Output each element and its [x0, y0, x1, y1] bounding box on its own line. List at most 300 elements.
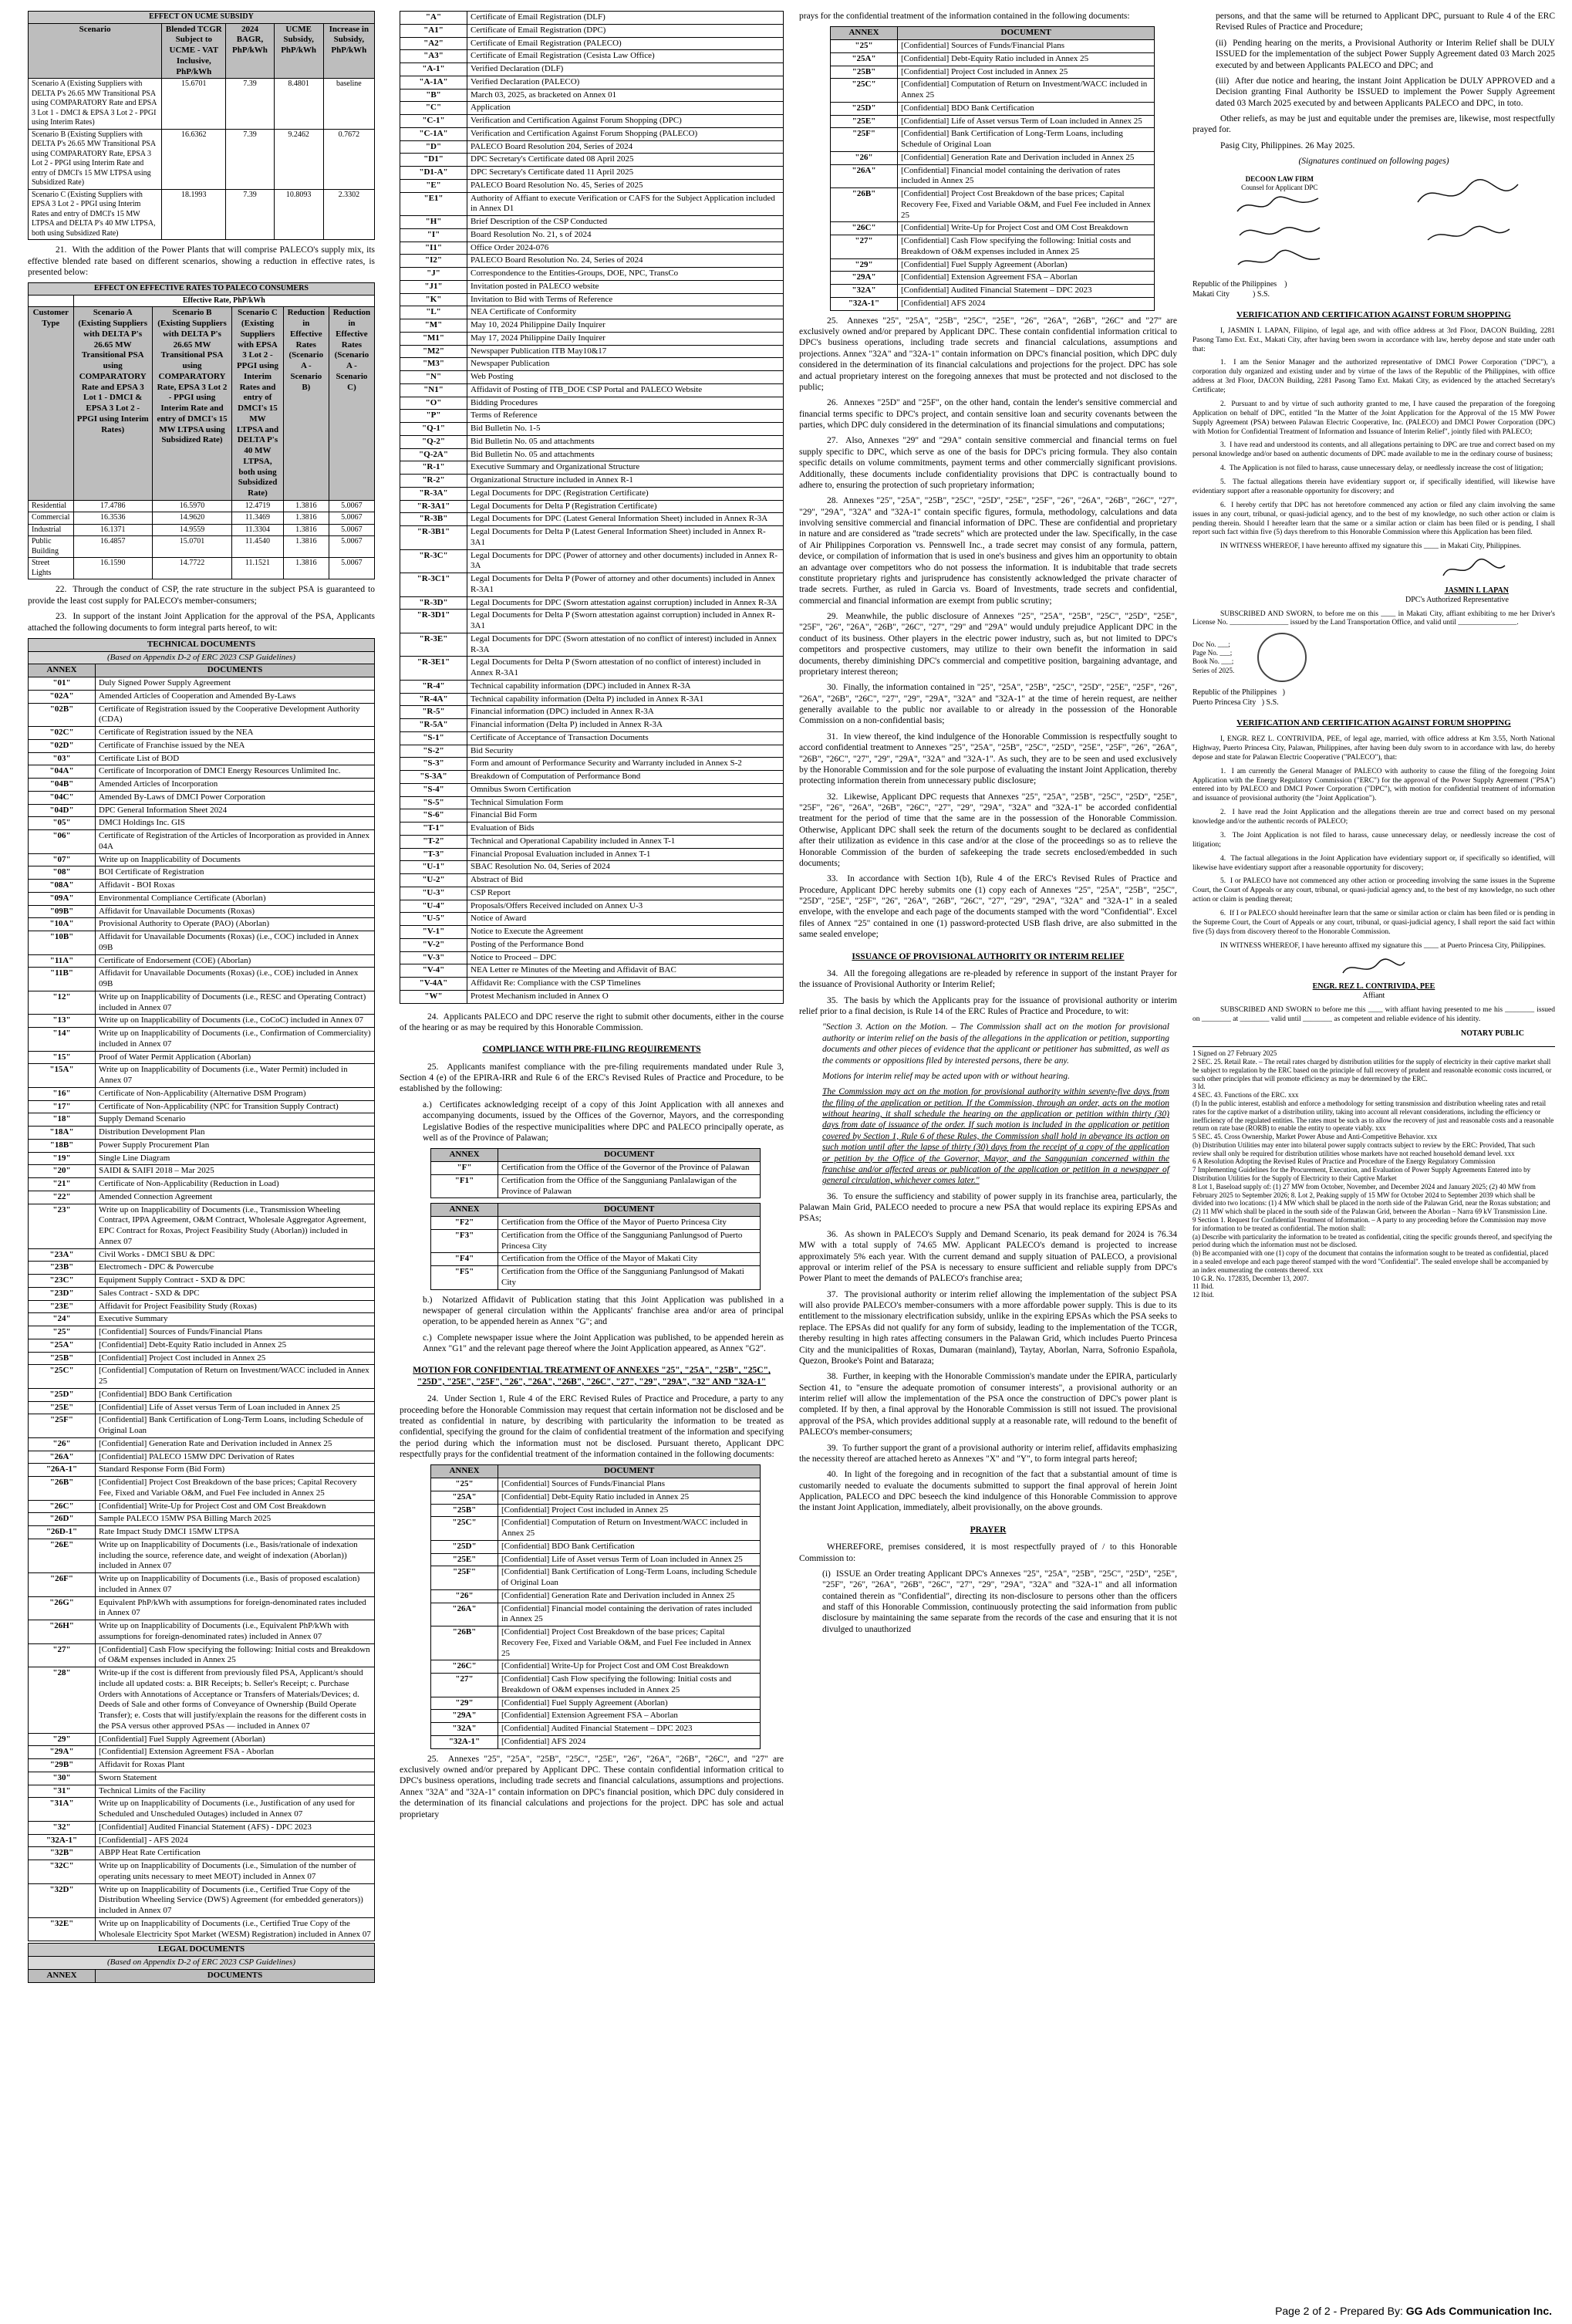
- table-row: [400, 216, 784, 229]
- annex-cell: "R-3C1": [400, 573, 467, 597]
- signatory-1-title: DPC's Authorized Representative: [1405, 596, 1509, 604]
- annex-cell: "P": [400, 410, 467, 423]
- document-cell: Write up on Inapplicability of Documents: [96, 853, 375, 866]
- table-cell: 10.8093: [274, 189, 323, 240]
- table-cell: 1.3816: [283, 500, 329, 512]
- table-row: [400, 978, 784, 991]
- annex-cell: "18B": [29, 1139, 96, 1152]
- annex-cell: "R-3A1": [400, 500, 467, 513]
- table-row: [831, 285, 1155, 298]
- annex-cell: "27": [831, 235, 898, 259]
- table-cell: 12.4719: [232, 500, 284, 512]
- table-row: [831, 297, 1155, 310]
- verification-item: 5. The factual allegations therein have evidentiary support or, if specifically identified, will likewise have evidentiary support after a reasonable opportunity for discovery; and: [1192, 478, 1555, 495]
- table-cell: Scenario A (Existing Suppliers with DELTA P's 26.65 MW Transitional PSA using COMPARATORY Rate and EPSA 3 Lot 1 - DMCI & EPSA 3 Lot 2 - PPGI using Interim Rates): [29, 79, 162, 130]
- table-row: [29, 1500, 375, 1513]
- annex-cell: "26B": [831, 188, 898, 222]
- verification-items-2: [1192, 768, 1555, 937]
- table-row: [400, 280, 784, 293]
- table-row: [400, 37, 784, 50]
- document-cell: [Confidential] BDO Bank Certification: [96, 1388, 375, 1401]
- annex-cell: "32A": [831, 285, 898, 298]
- document-cell: Affidavit for Project Feasibility Study (Roxas): [96, 1300, 375, 1313]
- venue-city-2: Puerto Princesa City ) S.S.: [1192, 698, 1279, 707]
- document-cell: Affidavit for Roxas Plant: [96, 1759, 375, 1772]
- table-row: [400, 448, 784, 461]
- document-cell: [Confidential] Debt-Equity Ratio included in Annex 25: [498, 1491, 761, 1504]
- annex-cell: "A": [400, 12, 467, 25]
- doc-number-block: Doc No. ___; Page No. ___; Book No. ___; Series of 2025.: [1192, 640, 1235, 674]
- document-cell: May 17, 2024 Philippine Daily Inquirer: [467, 332, 784, 345]
- annex-cell: "R-3D1": [400, 610, 467, 633]
- table-row: [400, 293, 784, 306]
- affiant-signature-2: [1192, 956, 1555, 1002]
- annex-cell: "R-3A": [400, 487, 467, 500]
- table-row: [831, 52, 1155, 66]
- table-row: [400, 102, 784, 115]
- table-row: [29, 1785, 375, 1798]
- table-cell: 5.0067: [329, 558, 374, 579]
- document-cell: Legal Documents for Delta P (Power of attorney and other documents) included in Annex R-3A1: [467, 573, 784, 597]
- annex-cell: "R-3E": [400, 633, 467, 657]
- table-row: [29, 991, 375, 1015]
- document-cell: [Confidential] Audited Financial Statement – DPC 2023: [898, 285, 1155, 298]
- table-row: [29, 866, 375, 880]
- annex-cell: "C-1": [400, 115, 467, 128]
- document-cell: [Confidential] Bank Certification of Long-Term Loans, including Schedule of Original Loan: [898, 128, 1155, 152]
- document-cell: [Confidential] Generation Rate and Derivation included in Annex 25: [96, 1437, 375, 1451]
- footnote: 4 SEC. 43. Functions of the ERC. xxx: [1192, 1091, 1299, 1100]
- document-cell: [Confidential] Bank Certification of Long-Term Loans, including Schedule of Original Loan: [498, 1566, 761, 1590]
- document-cell: [Confidential] PALECO 15MW DPC Derivation of Rates: [96, 1451, 375, 1464]
- annex-cell: "18": [29, 1113, 96, 1127]
- document-cell: Newspaper Publication: [467, 358, 784, 371]
- document-cell: Certificate of Registration issued by the NEA: [96, 727, 375, 740]
- annex-cell: "29B": [29, 1759, 96, 1772]
- annex-cell: "V-2": [400, 938, 467, 951]
- c3-col-annex: ANNEX: [831, 27, 898, 40]
- verification-item: 2. I have read the Joint Application and the allegations therein are true and correct based on my personal knowledge and/or the authentic records of PALECO;: [1192, 809, 1555, 826]
- annex-cell: "V-4": [400, 964, 467, 978]
- document-cell: ABPP Heat Rate Certification: [96, 1847, 375, 1860]
- annex-cell: "25E": [431, 1553, 498, 1566]
- table-row: [29, 779, 375, 792]
- table-row: [400, 835, 784, 848]
- annex-cell: "29A": [831, 272, 898, 285]
- annex-cell: "25A": [431, 1491, 498, 1504]
- table-row: [431, 1566, 761, 1590]
- annex-cell: "04A": [29, 765, 96, 779]
- annex-cell: "25": [831, 40, 898, 53]
- annex-cell: "09B": [29, 905, 96, 918]
- table-row: [831, 188, 1155, 222]
- verification-item: 4. The Application is not filed to harass, cause unnecessary delay, or needlessly increase the cost of litigation;: [1220, 464, 1543, 473]
- table-cell: 1.3816: [283, 512, 329, 525]
- footer-label: Page 2 of 2 - Prepared By:: [1275, 2304, 1403, 2317]
- table-cell: 11.1521: [232, 558, 284, 579]
- document-cell: Write up on Inapplicability of Documents (i.e., Equivalent PhP/kWh with assumptions for foreign-denominated rates) included in Annex 07: [96, 1620, 375, 1644]
- prayer-title: PRAYER: [970, 1525, 1007, 1535]
- table-row: [431, 1253, 761, 1266]
- paragraph-21: 21. With the addition of the Power Plants that will comprise PALECO's supply mix, its effective blended rate based on different scenarios, showing a reduction in effective rates, is presented below:: [28, 245, 375, 277]
- annex-cell: "26B": [431, 1626, 498, 1660]
- table-row: [400, 783, 784, 796]
- conf-col-doc: DOCUMENT: [498, 1465, 761, 1478]
- paragraph-c3-37: 36. As shown in PALECO's Supply and Demand Scenario, its peak demand for 2024 is 76.34 MW with a total supply of 74.65 MW. Applicant PALECO's demand is projected to increase approximately 5% each year. With the current demand and supply situation of PALECO, a provisional approval or interim relief of the PSA is necessary to ensure sufficient and reliable supply from DPC's Power Plant to meet the demands of PALECO's franchise area;: [799, 1229, 1177, 1284]
- table-row: [400, 255, 784, 268]
- signatory-2-name: ENGR. REZ L. CONTRIVIDA, PEE: [1312, 981, 1435, 991]
- confidential-annex-table: [430, 1464, 761, 1748]
- document-cell: Write-up if the cost is different from previously filed PSA, Applicant/s should include all updated costs: a. BIR Receipts; b. Seller's Receipt; c. Purchase Orders with Annotations of Acceptance or Transfers of Materials/Devices; d. Deeds of Sale and other forms of Conveyance of Ownership (Build Operate Transfer); e. Costs that will justify/explain the reasons for the different costs in the PSA versus other approved PSAs — included in Annex 07: [96, 1667, 375, 1734]
- document-cell: Invitation posted in PALECO website: [467, 280, 784, 293]
- table-row: [29, 536, 375, 558]
- table-row: [29, 1733, 375, 1746]
- column-4: [1192, 11, 1555, 1299]
- annex-cell: "A2": [400, 37, 467, 50]
- paragraph-25: 25. Applicants manifest compliance with the pre-filing requirements mandated under Rule 3, Section 4 (e) of the EPIRA-IRR and Rule 6 of the ERC's Revised Rules of Practice and Procedure, to be established by the following:: [400, 1062, 784, 1094]
- tech-table-subtitle: (Based on Appendix D-2 of ERC 2023 CSP Guidelines): [29, 651, 375, 664]
- document-cell: DMCI Holdings Inc. GIS: [96, 817, 375, 830]
- verification-item: 3. I have read and understood its contents, and all allegations pertaining to DPC are true and correct based on my personal knowledge and/or based on authentic documents of DPC made available to me in the ordinary course of business;: [1192, 441, 1555, 459]
- document-cell: Affidavit Re: Compliance with the CSP Timelines: [467, 978, 784, 991]
- document-cell: Abstract of Bid: [467, 874, 784, 887]
- annex-cell: "32A-1": [29, 1834, 96, 1847]
- document-cell: [Confidential] Computation of Return on Investment/WACC included in Annex 25: [96, 1365, 375, 1389]
- document-cell: [Confidential] Project Cost included in Annex 25: [96, 1352, 375, 1365]
- annex-cell: "17": [29, 1100, 96, 1113]
- annex-cell: "05": [29, 817, 96, 830]
- table-row: [400, 951, 784, 964]
- paragraph-c3-32: 32. Likewise, Applicant DPC requests that Annexes "25", "25A", "25B", "25C", "25D", "25E", "25F", "26", "26A", "26B", "26C", "27", "29", "29A", "32A" and "32A-1" be accorded confidential treatment for the period of time that the same are in the possession of the Honorable Commission. Otherwise, Applicant DPC shall seek the return of the documents sought to be declared as confidential after their utilization as evidence in this case and/or at the close of the proceedings so as to relieve the Honorable Commission of the burden of safekeeping the trade secrets enclosed/embedded in such documents;: [799, 792, 1177, 868]
- table-row: [29, 765, 375, 779]
- table-cell: 17.4786: [73, 500, 152, 512]
- table-row: [400, 228, 784, 242]
- table-row: [431, 1504, 761, 1517]
- annex-cell: "25F": [431, 1566, 498, 1590]
- table-cell: 14.9559: [152, 524, 231, 536]
- annex-cell: "U-4": [400, 900, 467, 913]
- notary-public-label: NOTARY PUBLIC: [1460, 1029, 1524, 1038]
- document-cell: [Confidential] Bank Certification of Long-Term Loans, including Schedule of Original Loan: [96, 1414, 375, 1438]
- table-row: [29, 1883, 375, 1917]
- table-row: [29, 1759, 375, 1772]
- document-cell: Legal Documents for DPC (Sworn attestation of no conflict of interest) included in Annex R-3A: [467, 633, 784, 657]
- annex-cell: "32E": [29, 1917, 96, 1941]
- paragraph-c3-39: 38. Further, in keeping with the Honorable Commission's mandate under the EPIRA, particularly Section 41, to "ensure the adequate promotion of consumer interests", a provisional authority or an interim relief will allow the implementation of the PSA once the construction of DPC's power plant is completed. If by then, a final approval by the Honorable Commission is still not issued. The provisional approval of the PSA, which provides additional supply at a reasonable rate, will redound to the benefit of PALECO's member-consumers;: [799, 1372, 1177, 1437]
- annex-cell: "27": [431, 1674, 498, 1697]
- table-row: [431, 1674, 761, 1697]
- table-row: [400, 50, 784, 63]
- document-cell: [Confidential] Project Cost Breakdown of the base prices; Capital Recovery Fee, Fixed and Variable O&M, and Fuel Fee included in Annex 25: [898, 188, 1155, 222]
- table-row: [29, 1300, 375, 1313]
- table-row: [400, 358, 784, 371]
- document-cell: Financial information (Delta P) included in Annex R-3A: [467, 719, 784, 732]
- annex-cell: "D": [400, 140, 467, 154]
- table-row: [400, 938, 784, 951]
- document-cell: Evaluation of Bids: [467, 823, 784, 836]
- legal-documents-header: [28, 1943, 375, 1982]
- legal-table-subtitle: (Based on Appendix D-2 of ERC 2023 CSP Guidelines): [29, 1957, 375, 1970]
- annex-cell: "20": [29, 1165, 96, 1178]
- annex-cell: "23C": [29, 1275, 96, 1288]
- paragraph-23: 23. In support of the instant Joint Application for the approval of the PSA, Applicants attached the following documents to form integral parts hereof, to wit:: [28, 612, 375, 633]
- annex-cell: "T-3": [400, 848, 467, 861]
- annex-cell: "E": [400, 179, 467, 192]
- rates-header-cell: Customer Type: [29, 307, 74, 501]
- table-row: [400, 823, 784, 836]
- document-cell: Notice to Execute the Agreement: [467, 926, 784, 939]
- document-cell: Certificate of Endorsement (COE) (Aborlan): [96, 954, 375, 968]
- annex-cell: "29A": [29, 1746, 96, 1759]
- document-cell: Legal Documents for DPC (Sworn attestation against corruption) included in Annex R-3A: [467, 596, 784, 610]
- annex-cell: "R-4": [400, 680, 467, 693]
- document-cell: Bidding Procedures: [467, 397, 784, 410]
- table-row: [29, 954, 375, 968]
- table-cell: 5.0067: [329, 512, 374, 525]
- document-cell: Write up on Inapplicability of Documents (i.e., Water Permit) included in Annex 07: [96, 1064, 375, 1088]
- table-row: [831, 272, 1155, 285]
- table-cell: 9.2462: [274, 129, 323, 189]
- table-row: [431, 1697, 761, 1710]
- table-cell: 18.1993: [162, 189, 226, 240]
- c3-col-doc: DOCUMENT: [898, 27, 1155, 40]
- table-row: [29, 880, 375, 893]
- document-cell: Legal Documents for Delta P (Latest General Information Sheet) included in Annex R-3A1: [467, 526, 784, 550]
- venue-city: Makati City ) S.S.: [1192, 289, 1270, 299]
- document-cell: [Confidential] Fuel Supply Agreement (Aborlan): [96, 1733, 375, 1746]
- interim-relief-title: ISSUANCE OF PROVISIONAL AUTHORITY OR INTERIM RELIEF: [852, 951, 1125, 961]
- table-row: [29, 1821, 375, 1834]
- table-row: [431, 1723, 761, 1736]
- document-cell: Affidavit for Unavailable Documents (Roxas) (i.e., COE) included in Annex 09B: [96, 968, 375, 991]
- ucme-header-cell: Increase in Subsidy, PhP/kWh: [323, 23, 374, 79]
- column3-intro: prays for the confidential treatment of the information contained in the following documents:: [799, 12, 1130, 21]
- document-cell: Technical capability information (Delta P) included in Annex R-3A1: [467, 693, 784, 706]
- document-cell: [Confidential] Computation of Return on Investment/WACC included in Annex 25: [898, 79, 1155, 103]
- document-cell: Certificate of Email Registration (DLF): [467, 12, 784, 25]
- table-row: [400, 874, 784, 887]
- document-cell: Certificate of Email Registration (Cesista Law Office): [467, 50, 784, 63]
- table-cell: 15.0701: [152, 536, 231, 558]
- document-cell: Bid Bulletin No. 1-5: [467, 423, 784, 436]
- document-cell: Correspondence to the Entities-Groups, DOE, NPC, TransCo: [467, 268, 784, 281]
- document-cell: [Confidential] Cash Flow specifying the following: Initial costs and Breakdown of O&M expenses included in Annex 25: [96, 1643, 375, 1667]
- document-cell: Electromech - DPC & Powercube: [96, 1262, 375, 1275]
- table-cell: 16.6362: [162, 129, 226, 189]
- document-cell: Affidavit for Unavailable Documents (Roxas): [96, 905, 375, 918]
- table-cell: Public Building: [29, 536, 74, 558]
- annex-cell: "21": [29, 1178, 96, 1191]
- paragraph-25c: c.) Complete newspaper issue where the Joint Application was published, to be appended herein as Annex "G1" and the relevant page thereof where the Joint Application appeared, as Annex "G2".: [423, 1333, 784, 1353]
- quote-section-3: "Section 3. Action on the Motion. – The Commission shall act on the motion for provisional authority or interim relief on the basis of the allegations in the application or petition, supporting documents and other pieces of evidence that the applicant or petitioner has submitted, as well as the comments or oppositions filed by interested persons, there be any.: [822, 1022, 1169, 1066]
- table-row: [29, 1464, 375, 1477]
- annex-cell: "26H": [29, 1620, 96, 1644]
- verification-item: 4. The factual allegations in the Joint Application have evidentiary support or, if specifically so identified, will likewise have evidentiary support after a reasonable opportunity for discovery;: [1192, 854, 1555, 872]
- footnote: 5 SEC. 45. Cross Ownership, Market Power Abuse and Anti-Competitive Behavior. xxx: [1192, 1133, 1438, 1141]
- annex-cell: "D1-A": [400, 167, 467, 180]
- footnote: 12 Ibid.: [1192, 1291, 1214, 1299]
- ucme-header-cell: UCME Subsidy, PhP/kWh: [274, 23, 323, 79]
- paragraph-c3-29: 29. Meanwhile, the public disclosure of Annexes "25", "25A", "25B", "25C", "25D", "25E", "25F", "26", "26A", "26B", "26C", "27", "29" and "29A" would unduly prejudice Applicant DPC in the conduct of its business. Other players in the electric power industry, such as, but not limited to DPC's competitors and prospective customers, may utilize to their own benefit the information in said documents, thereby diminishing DPC's commercial and competitive position, bargaining advantage, and proprietary interest thereon;: [799, 612, 1177, 677]
- document-cell: Legal Documents for Delta P (Sworn attestation against corruption) included in Annex R-3A1: [467, 610, 784, 633]
- ucme-header-cell: Blended TCGR Subject to UCME - VAT Inclusive, PhP/kWh: [162, 23, 226, 79]
- annex-cell: "S-2": [400, 745, 467, 758]
- document-cell: Technical Simulation Form: [467, 796, 784, 809]
- document-cell: [Confidential] Cash Flow specifying the following: Initial costs and Breakdown of O&M expenses included in Annex 25: [498, 1674, 761, 1697]
- document-cell: [Confidential] Cash Flow specifying the following: Initial costs and Breakdown of O&M expenses included in Annex 25: [898, 235, 1155, 259]
- table-row: [29, 129, 375, 189]
- table-row: [29, 968, 375, 991]
- paragraph-c3-36: 36. To ensure the sufficiency and stability of power supply in its franchise area, particularly, the Palawan Main Grid, PALECO needed to procure a new PSA that would replace its expiring EPSAs and PSAs;: [799, 1191, 1177, 1224]
- footer-company: GG Ads Communication Inc.: [1405, 2304, 1552, 2317]
- document-cell: Write up on Inapplicability of Documents (i.e., RESC and Operating Contract) included in Annex 07: [96, 991, 375, 1015]
- paragraph-c3-33: 33. In accordance with Section 1(b), Rule 4 of the ERC's Revised Rules of Practice and Procedure, Applicant DPC hereby submits one (1) copy each of Annexes "25", "25A", "25B", "25C", "25D", "25E", "25F", "26", "26A", "26B", "26C", "27", "29", "29A", "32A" and "32A-1" in a sealed envelope, with the envelope and each page of the documents stamped with the word "Confidential". Excel files of Annex "25" contained in one (1) password-protected USB flash drive, are also submitted in the same sealed envelope;: [799, 874, 1177, 940]
- table-row: [400, 657, 784, 681]
- table-cell: 11.3304: [232, 524, 284, 536]
- counsel-for: Counsel for Applicant DPC: [1241, 183, 1318, 191]
- document-cell: [Confidential] Project Cost Breakdown of the base prices; Capital Recovery Fee, Fixed and Variable O&M, and Fuel Fee included in Annex 25: [498, 1626, 761, 1660]
- affiant-signature-1: [1192, 556, 1555, 605]
- document-cell: [Confidential] Project Cost included in Annex 25: [498, 1504, 761, 1517]
- document-cell: Certification from the Office of the Sangguniang Panlungsod of Puerto Princesa City: [498, 1229, 761, 1253]
- prayer-item-1-continued: persons, and that the same will be returned to Applicant DPC, pursuant to Rule 4 of the ERC Revised Rules of Practice and Procedure;: [1216, 12, 1555, 32]
- table-row: [29, 1113, 375, 1127]
- table-row: [29, 1287, 375, 1300]
- document-cell: Certification from the Office of the Mayor of Makati City: [498, 1253, 761, 1266]
- table-row: [400, 796, 784, 809]
- document-cell: Proof of Water Permit Application (Aborlan): [96, 1051, 375, 1064]
- document-cell: [Confidential] Write-Up for Project Cost and OM Cost Breakdown: [498, 1660, 761, 1674]
- document-cell: [Confidential] Fuel Supply Agreement (Aborlan): [898, 258, 1155, 272]
- table-row: [400, 573, 784, 597]
- table-cell: Scenario C (Existing Suppliers with EPSA 3 Lot 2 - PPGI using Interim Rates and entry of DMCI's 15 MW LTPSA and DELTA P's 40 MW LTPSA, both using Subsidized Rate): [29, 189, 162, 240]
- footnote: 3 Id.: [1192, 1083, 1206, 1091]
- paragraph-25b: b.) Notarized Affidavit of Publication stating that this Joint Application was published in a newspaper of general circulation within the Applicants' franchise area and/or area of principal operation, to be appended herein as Annex "G"; and: [423, 1295, 784, 1327]
- table-row: [400, 154, 784, 167]
- table-row: [29, 1152, 375, 1165]
- annex-cell: "N": [400, 371, 467, 384]
- prayer-item-3: (iii) After due notice and hearing, the instant Joint Application be DULY APPROVED and a Decision granting Final Authority be ISSUED to implement the Power Supply Agreement dated 03 March 2025 executed by and between Applicants PALECO and DPC, in toto.: [1216, 76, 1555, 108]
- document-cell: Write up on Inapplicability of Documents (i.e., Basis/rationale of indexation including the source, reference date, and weight of indexation (Aborlan)) included in Annex 07: [96, 1539, 375, 1572]
- table-row: [831, 235, 1155, 259]
- table-row: [400, 115, 784, 128]
- annex-cell: "08": [29, 866, 96, 880]
- document-cell: [Confidential] Debt-Equity Ratio included in Annex 25: [898, 52, 1155, 66]
- table-row: [431, 1553, 761, 1566]
- document-cell: NEA Certificate of Conformity: [467, 306, 784, 319]
- annex-cell: "A-1": [400, 63, 467, 76]
- annex-cell: "Q-2": [400, 435, 467, 448]
- table-row: [29, 1100, 375, 1113]
- table-row: [29, 677, 375, 691]
- table-row: [400, 990, 784, 1003]
- verification-item: 1. I am the Senior Manager and the authorized representative of DMCI Power Corporation ("DPC"), a corporation duly organized and existing under and by virtue of the laws of the Republic of the Philippines, with office address at 3rd Floor, DACON Building, 2281 Pasong Tamo Ext. Makati City, as evidenced by the attached Secretary's Certificate;: [1192, 359, 1555, 394]
- annex-cell: "R-1": [400, 461, 467, 475]
- document-cell: [Confidential] Extension Agreement FSA – Aborlan: [498, 1710, 761, 1723]
- annex-cell: "02D": [29, 739, 96, 752]
- annex-cell: "11A": [29, 954, 96, 968]
- document-cell: Certificate of Email Registration (DPC): [467, 24, 784, 37]
- document-cell: [Confidential] Financial model containing the derivation of rates included in Annex 25: [498, 1603, 761, 1626]
- table-row: [29, 524, 375, 536]
- annex-cell: "N1": [400, 383, 467, 397]
- document-cell: [Confidential] Generation Rate and Derivation included in Annex 25: [898, 151, 1155, 164]
- annex-cell: "15A": [29, 1064, 96, 1088]
- table-row: [400, 319, 784, 333]
- annex-cell: "32C": [29, 1860, 96, 1884]
- document-cell: Sample PALECO 15MW PSA Billing March 2025: [96, 1513, 375, 1526]
- annex-cell: "04B": [29, 779, 96, 792]
- annex-cell: "31": [29, 1785, 96, 1798]
- footnote: (b) Be accompanied with one (1) copy of the document that contains the information sought to be treated as confidential, placed in a sealed envelope and each page thereof stamped with the word "Confidential". The sealed envelope shall be accompanied by an index enumerating the contents thereof. xxx: [1192, 1249, 1549, 1274]
- annex-cell: "11B": [29, 968, 96, 991]
- rates-header-cell: Scenario A (Existing Suppliers with DELTA P's 26.65 MW Transitional PSA using COMPARATORY Rate and EPSA 3 Lot 1 - DMCI & EPSA 3 Lot 2 - PPGI using Interim Rates): [73, 307, 152, 501]
- document-cell: Certificate of Registration issued by the Cooperative Development Authority (CDA): [96, 703, 375, 727]
- annex-cell: "S-3": [400, 758, 467, 771]
- annex-cell: "26A": [831, 164, 898, 188]
- table-row: [400, 731, 784, 745]
- annex-cell: "22": [29, 1191, 96, 1204]
- effective-rates-table: [28, 282, 375, 579]
- table-row: [400, 913, 784, 926]
- footnote: (f) In the public interest, establish and enforce a methodology for setting transmission and distribution wheeling rates and retail rates for the captive market of a distribution utility, taking into account all relevant considerations, including the efficiency or inefficiency of the regulated entities. The rates must be such as to allow the recovery of just and reasonable costs and a reasonable return on rate base (RORB) to enable the entity to operate viably. xxx: [1192, 1099, 1554, 1133]
- ucme-table-title: EFFECT ON UCME SUBSIDY: [29, 12, 375, 24]
- annex-cell: "C": [400, 102, 467, 115]
- document-cell: [Confidential] Life of Asset versus Term of Loan included in Annex 25: [498, 1553, 761, 1566]
- table-row: [29, 1451, 375, 1464]
- document-cell: Notice to Proceed – DPC: [467, 951, 784, 964]
- document-cell: DPC Secretary's Certificate dated 11 April 2025: [467, 167, 784, 180]
- counsel-block-right: [1381, 175, 1555, 276]
- paragraph-25a: a.) Certificates acknowledging receipt of a copy of this Joint Application with all annexes and accompanying documents, issued by the Offices of the Governor, Mayors, and the corresponding Legislative Bodies of the respective municipalities where DPC and PALECO principally operate, as well as of the Province of Palawan;: [423, 1100, 784, 1143]
- table-row: [29, 1204, 375, 1248]
- column-2: [400, 11, 784, 1825]
- annex-cell: "27": [29, 1643, 96, 1667]
- annex-cell: "32D": [29, 1883, 96, 1917]
- annex-cell: "32A-1": [831, 297, 898, 310]
- document-cell: [Confidential] - AFS 2024: [96, 1834, 375, 1847]
- document-cell: Write up on Inapplicability of Documents (i.e., Certified True Copy of the Wholesale Electricity Spot Market (WESM) Registration) included in Annex 07: [96, 1917, 375, 1941]
- document-cell: Single Line Diagram: [96, 1152, 375, 1165]
- document-cell: Certificate of Non-Applicability (Alternative DSM Program): [96, 1087, 375, 1100]
- table-cell: 8.4801: [274, 79, 323, 130]
- table-row: [831, 151, 1155, 164]
- table-row: [400, 513, 784, 526]
- table-row: [29, 1165, 375, 1178]
- document-cell: [Confidential] Fuel Supply Agreement (Aborlan): [498, 1697, 761, 1710]
- annex-cell: "32": [29, 1821, 96, 1834]
- annex-cell: "25D": [29, 1388, 96, 1401]
- document-cell: Application: [467, 102, 784, 115]
- annex-cell: "19": [29, 1152, 96, 1165]
- table-row: [29, 189, 375, 240]
- footnote: 10 G.R. No. 172835, December 13, 2007.: [1192, 1274, 1309, 1282]
- table-row: [400, 475, 784, 488]
- table-row: [29, 1772, 375, 1785]
- verification-item: 2. Pursuant to and by virtue of such authority granted to me, I have caused the preparation of the foregoing Application on behalf of DPC, entitled "In the Matter of the Joint Application for the Approval of the 15 MW Power Supply Agreement (PSA) between Palawan Electric Cooperative, Inc. (PALECO) and DMCI Power Corporation (DPC) with Motion for Confidential Treatment of Information and Issuance of Interim Relief", jointly filed with PALECO;: [1192, 400, 1555, 436]
- paragraph-22: 22. Through the conduct of CSP, the rate structure in the subject PSA is guaranteed to provide the least cost supply for PALECO's member-consumers;: [28, 585, 375, 606]
- document-cell: Legal Documents for DPC (Latest General Information Sheet) included in Annex R-3A: [467, 513, 784, 526]
- annex-cell: "26": [431, 1589, 498, 1603]
- document-cell: [Confidential] Write-Up for Project Cost and OM Cost Breakdown: [898, 222, 1155, 235]
- cert1-col-annex: ANNEX: [431, 1149, 498, 1162]
- table-row: [400, 397, 784, 410]
- document-cell: Office Order 2024-076: [467, 242, 784, 255]
- annex-cell: "26": [831, 151, 898, 164]
- table-row: [400, 167, 784, 180]
- annex-cell: "25A": [831, 52, 898, 66]
- document-cell: [Confidential] Financial model containing the derivation of rates included in Annex 25: [898, 164, 1155, 188]
